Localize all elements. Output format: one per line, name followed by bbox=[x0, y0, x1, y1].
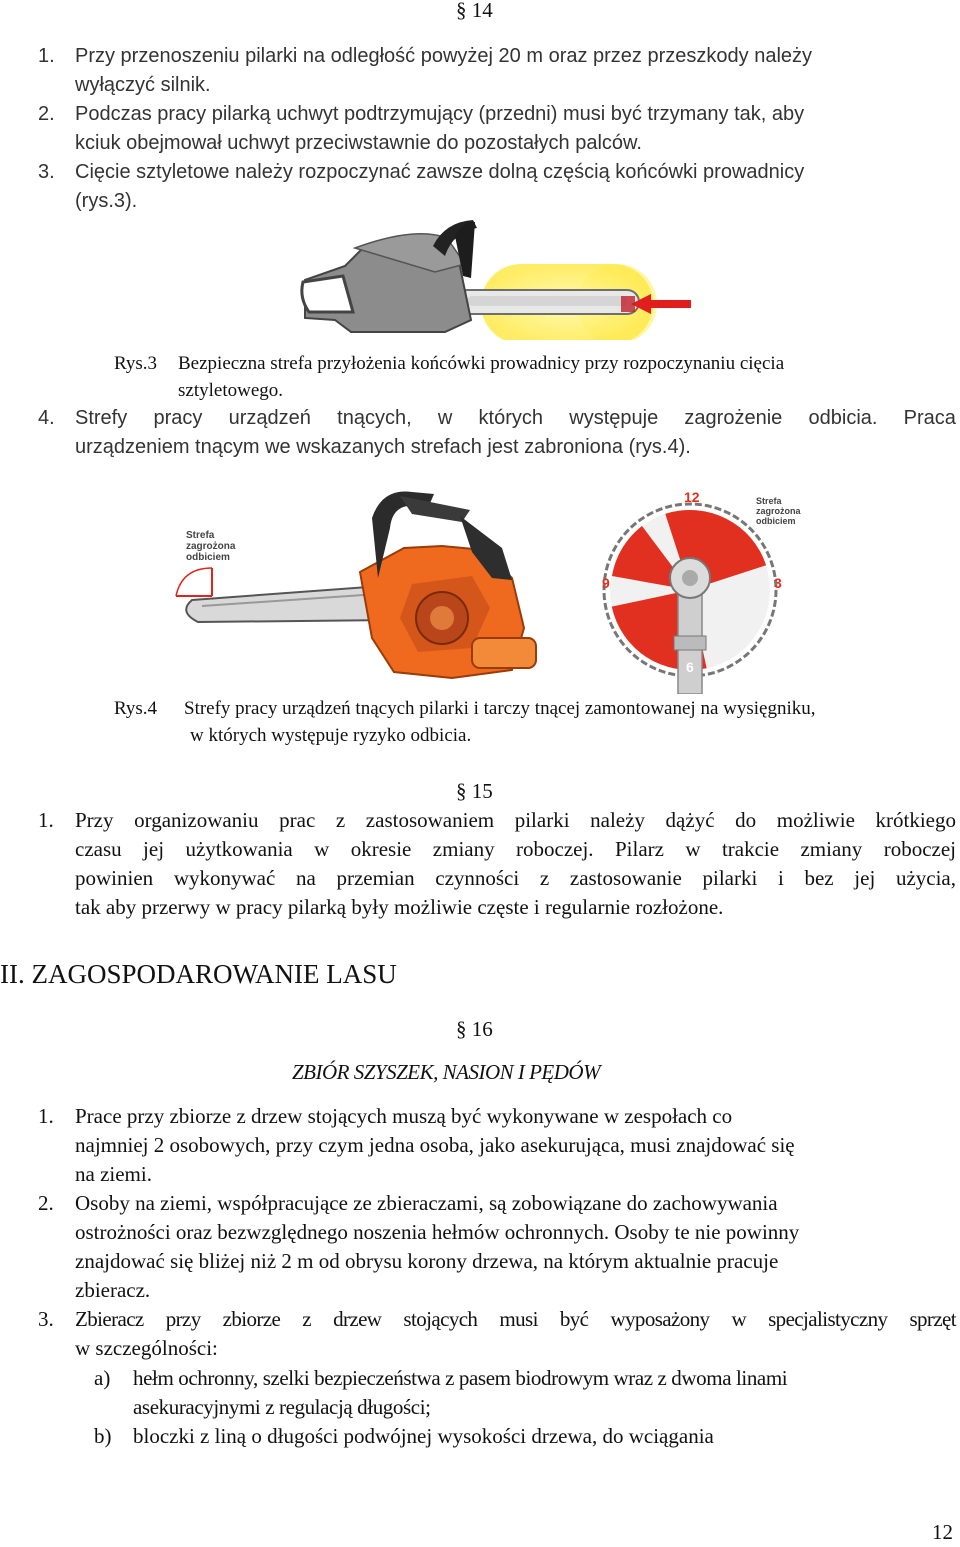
list-item-line: Podczas pracy pilarką uchwyt podtrzymujący (przedni) musi być trzymany tak, aby bbox=[75, 103, 805, 125]
list-item-number: 2. bbox=[38, 103, 55, 125]
word: Strefy bbox=[75, 407, 128, 429]
figure-3-caption-text bbox=[178, 350, 784, 404]
list-item-number: 4. bbox=[38, 407, 55, 429]
list-item-line: kciuk obejmował uchwyt przeciwstawnie do pozostałych palców. bbox=[75, 132, 642, 154]
list-item-line: powinien wykonywać na przemian czynności z zastosowanie pilarki i bez jej użycia, bbox=[75, 866, 956, 890]
figure-4-caption-text bbox=[184, 695, 815, 749]
list-16 bbox=[38, 1102, 956, 1363]
sub-list-item-line: hełm ochronny, szelki bezpieczeństwa z pasem biodrowym wraz z dwoma linami bbox=[133, 1366, 788, 1390]
zone-label-line: Strefa bbox=[186, 530, 215, 541]
list-item-line: najmniej 2 osobowych, przy czym jedna osoba, jako asekurująca, musi znajdować się bbox=[75, 1133, 795, 1157]
word: w bbox=[437, 407, 453, 429]
figure-4-label: Rys.4 bbox=[114, 698, 158, 719]
page-number: 12 bbox=[932, 1520, 953, 1544]
list-item-line: Przy przenoszeniu pilarki na odległość powyżej 20 m oraz przez przeszkody należy bbox=[75, 45, 813, 67]
zone-label-line: Strefa bbox=[756, 496, 782, 506]
list-item-line: tak aby przerwy w pracy pilarką były możliwie częste i regularnie rozłożone. bbox=[75, 895, 724, 919]
word: których bbox=[478, 407, 544, 429]
word: odbicia. bbox=[808, 407, 878, 429]
list-item bbox=[38, 1305, 956, 1363]
zone-label-line: zagrożona bbox=[756, 506, 801, 516]
zone-label-line: odbiciem bbox=[186, 552, 230, 563]
word: pracy bbox=[153, 407, 203, 429]
list-item-number: 2. bbox=[38, 1191, 54, 1215]
clock-number-3: 3 bbox=[774, 575, 782, 591]
clock-number-12: 12 bbox=[684, 489, 700, 505]
list-item-line: wyłączyć silnik. bbox=[75, 74, 211, 96]
word: Praca bbox=[903, 407, 956, 429]
section-heading-15: § 15 bbox=[456, 779, 493, 803]
word: tnących, bbox=[337, 407, 412, 429]
caption-line: sztyletowego. bbox=[178, 380, 284, 401]
list-item-line: Zbieracz przy zbiorze z drzew stojących musi być wyposażony w specjalistyczny sprzęt bbox=[75, 1307, 956, 1331]
list-item-line: znajdować się bliżej niż 2 m od obrysu korony drzewa, na którym aktualnie pracuje bbox=[75, 1249, 779, 1273]
zone-label-line: odbiciem bbox=[756, 516, 796, 526]
word: zagrożenie bbox=[684, 407, 783, 429]
list-item-line: (rys.3). bbox=[75, 190, 138, 212]
justified-line bbox=[75, 404, 956, 433]
chapter-heading: II. ZAGOSPODAROWANIE LASU bbox=[0, 959, 397, 989]
sub-list-item-letter: b) bbox=[94, 1424, 112, 1448]
clock-number-9: 9 bbox=[602, 575, 610, 591]
zone-label-line: zagrożona bbox=[186, 541, 236, 552]
list-item-number: 3. bbox=[38, 1307, 54, 1331]
list-item-line: Cięcie sztyletowe należy rozpoczynać zawsze dolną częścią końcówki prowadnicy bbox=[75, 161, 805, 183]
list-item-number: 1. bbox=[38, 45, 55, 67]
list-item bbox=[38, 1102, 956, 1189]
list-item-line: Prace przy zbiorze z drzew stojących muszą być wykonywane w zespołach co bbox=[75, 1104, 733, 1128]
figure-3-label: Rys.3 bbox=[114, 353, 158, 374]
list-item-line: na ziemi. bbox=[75, 1162, 152, 1186]
word: występuje bbox=[569, 407, 659, 429]
list-item-line: czasu jej użytkowania w okresie zmiany roboczej. Pilarz w trakcie zmiany roboczej bbox=[75, 837, 956, 861]
caption-line: Strefy pracy urządzeń tnących pilarki i tarczy tnącej zamontowanej na wysięgniku, bbox=[184, 698, 816, 719]
list-item bbox=[38, 1189, 956, 1305]
sub-list-item-line: bloczki z liną o długości podwójnej wysokości drzewa, do wciągania bbox=[133, 1424, 714, 1448]
figure-3-caption bbox=[114, 350, 157, 377]
figure-3-chainsaw-image bbox=[295, 216, 695, 340]
figure-4-chainsaw-image bbox=[172, 488, 552, 698]
list-item-number: 3. bbox=[38, 161, 55, 183]
list-item-line: w szczególności: bbox=[75, 1336, 218, 1360]
list-item-line: Osoby na ziemi, współpracujące ze zbieraczami, są zobowiązane do zachowywania bbox=[75, 1191, 778, 1215]
caption-line: w których występuje ryzyko odbicia. bbox=[190, 725, 472, 746]
caption-line: Bezpieczna strefa przyłożenia końcówki prowadnicy przy rozpoczynaniu cięcia bbox=[178, 353, 785, 374]
clock-number-6: 6 bbox=[686, 659, 694, 675]
list-item-line: zbieracz. bbox=[75, 1278, 151, 1302]
section-subtitle: ZBIÓR SZYSZEK, NASION I PĘDÓW bbox=[292, 1060, 601, 1084]
list-item-line: urządzeniem tnącym we wskazanych strefach jest zabroniona (rys.4). bbox=[75, 436, 691, 458]
list-item-line: ostrożności oraz bezwzględnego noszenia hełmów ochronnych. Osoby te nie powinny bbox=[75, 1220, 800, 1244]
sub-list-item-letter: a) bbox=[94, 1366, 111, 1390]
figure-4-disc-image bbox=[590, 486, 810, 694]
section-heading-16: § 16 bbox=[456, 1017, 493, 1041]
section-heading-14: § 14 bbox=[456, 0, 493, 22]
list-item-number: 1. bbox=[38, 808, 54, 832]
list-item-number: 1. bbox=[38, 1104, 54, 1128]
sub-list-item-line: asekuracyjnymi z regulacją długości; bbox=[133, 1395, 431, 1419]
word: urządzeń bbox=[228, 407, 311, 429]
list-item-line: Przy organizowaniu prac z zastosowaniem pilarki należy dążyć do możliwie krótkiego bbox=[75, 808, 956, 832]
